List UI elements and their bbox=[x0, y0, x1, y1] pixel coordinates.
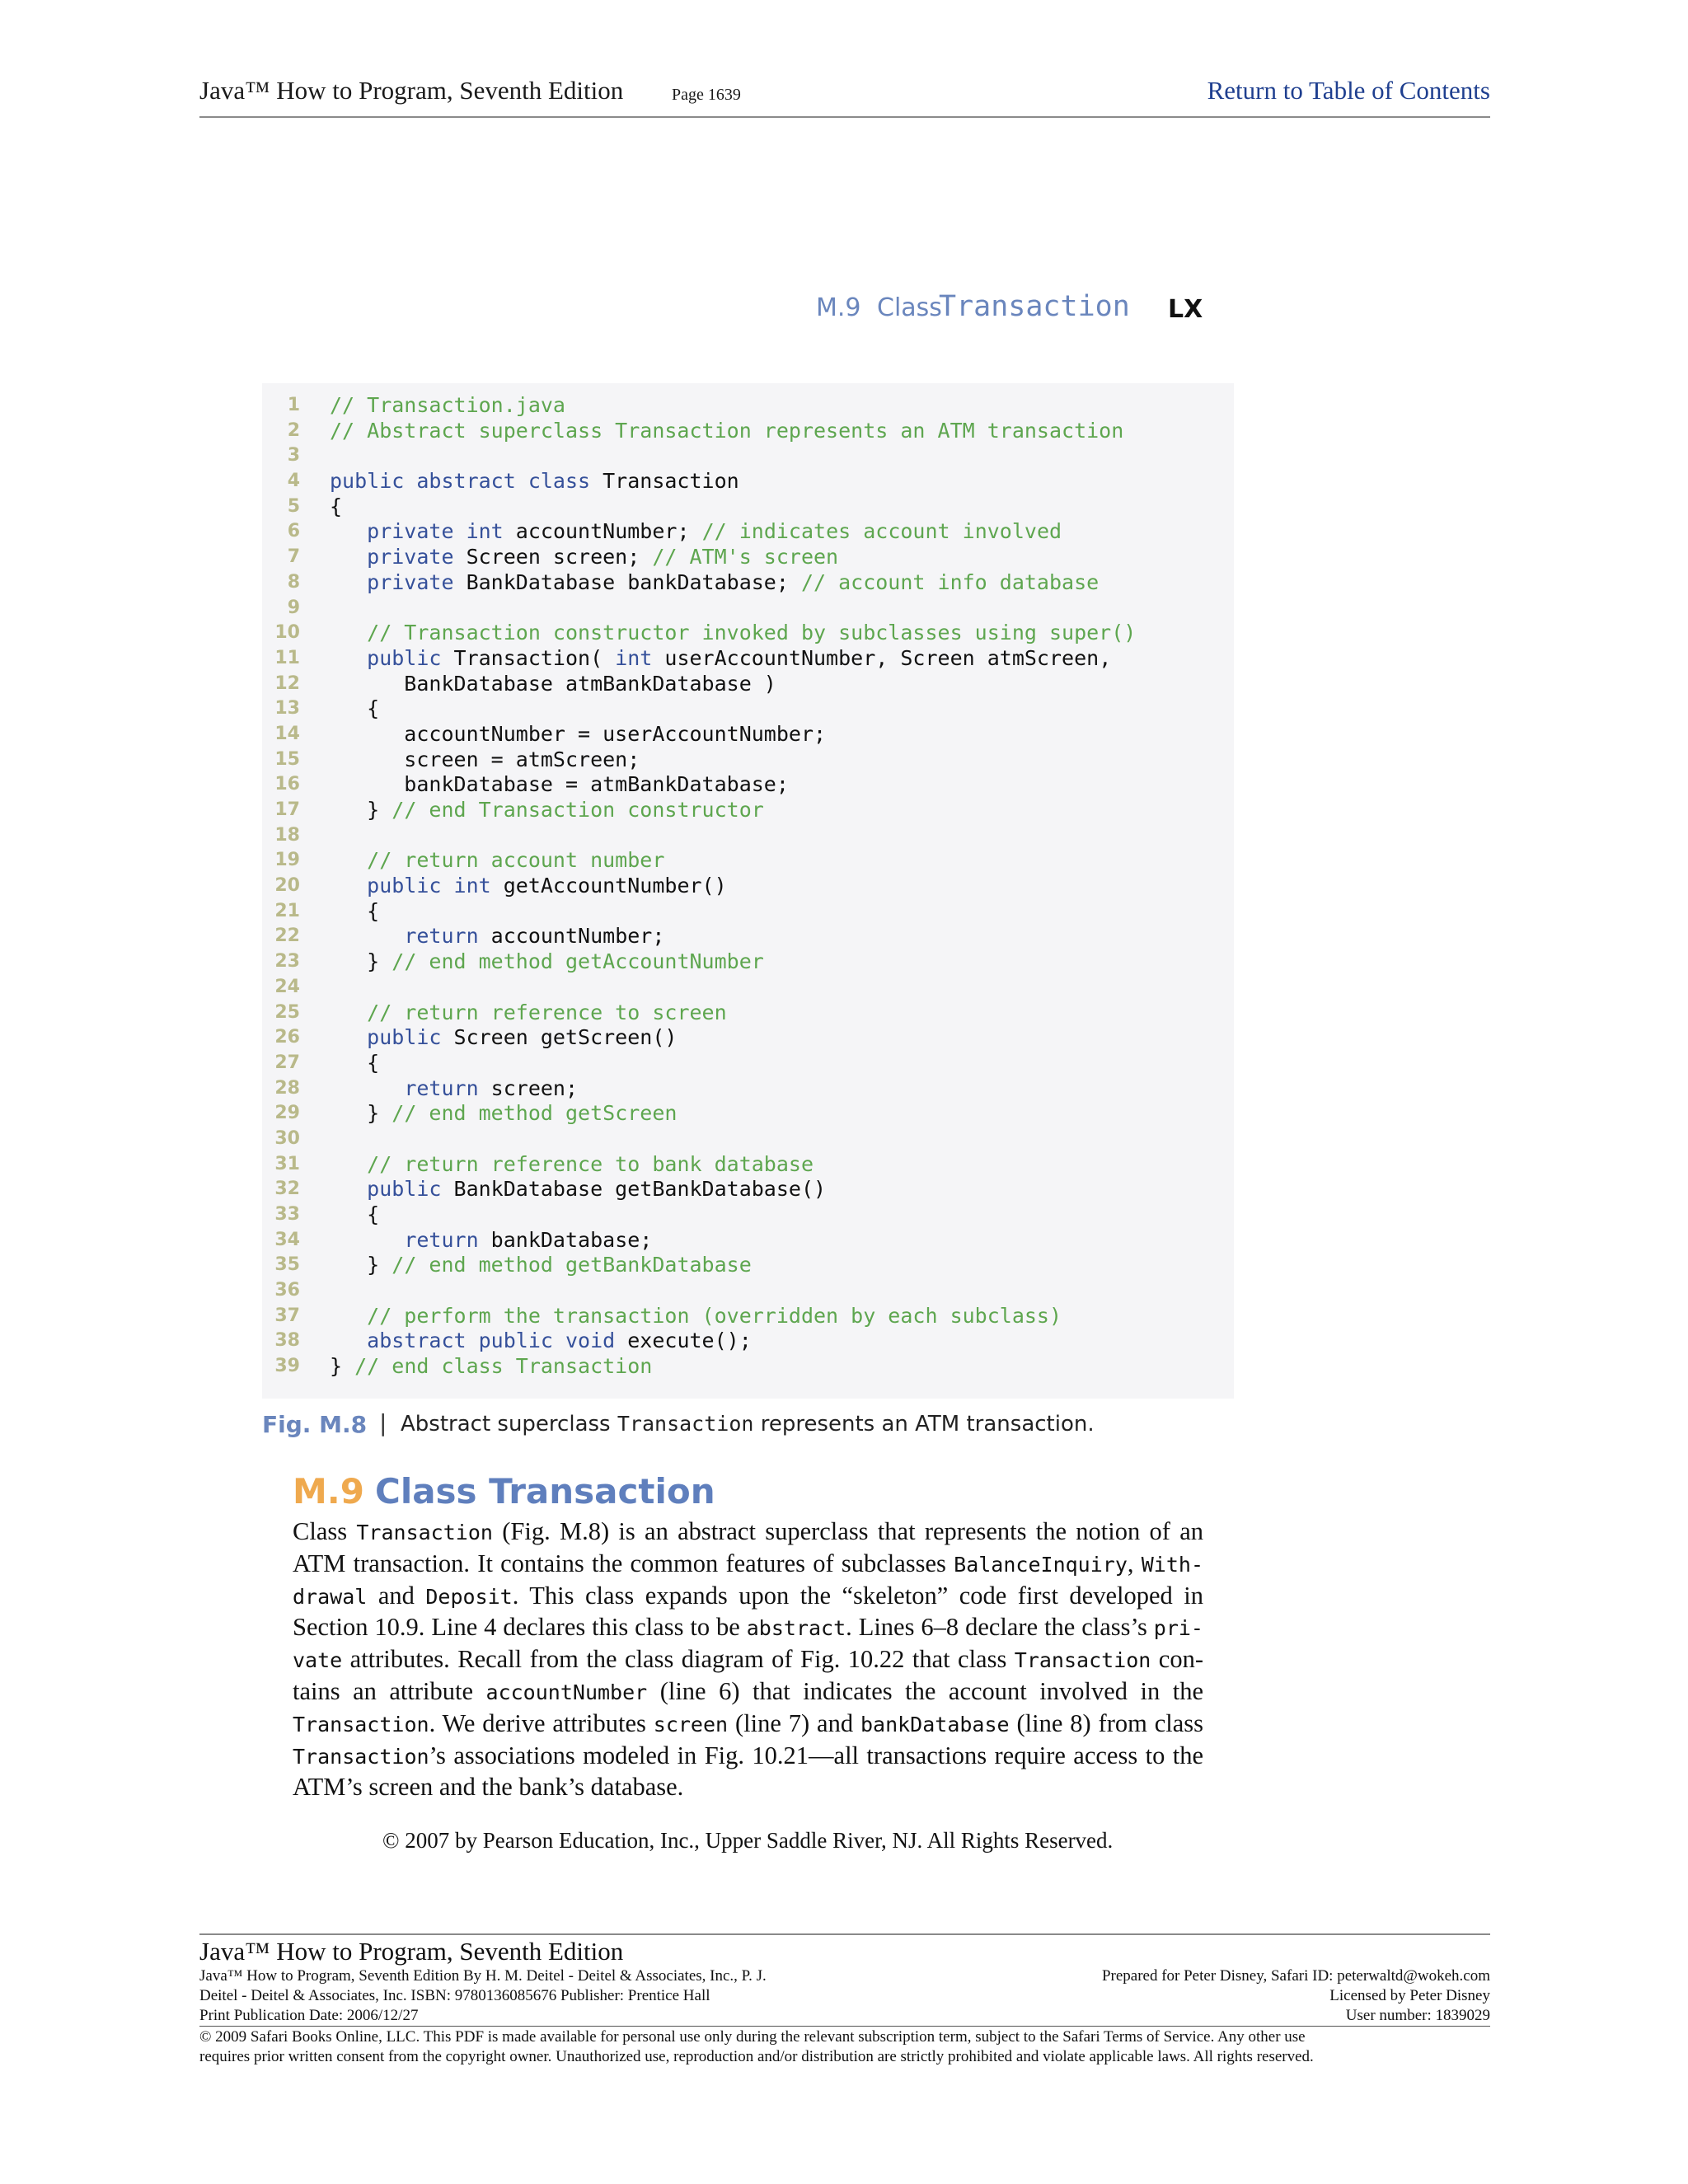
footer-legal-line2: requires prior written consent from the copyright owner. Unauthorized use, reproduction and/or distribution are strictly prohibited and violate applicable laws. All rights reserved. bbox=[199, 2048, 1314, 2065]
code-text bbox=[330, 848, 664, 874]
line-number: 14 bbox=[274, 723, 300, 744]
section-number: M.9 bbox=[293, 1471, 364, 1511]
code-token: BankDatabase atmBankDatabase ) bbox=[330, 671, 776, 696]
code-text bbox=[330, 494, 342, 520]
code-text bbox=[330, 393, 565, 419]
line-number: 18 bbox=[274, 824, 300, 846]
inline-code: pri-vate bbox=[293, 1616, 1203, 1673]
code-token bbox=[330, 874, 367, 898]
code-text bbox=[330, 949, 764, 975]
code-text bbox=[330, 1228, 652, 1254]
figure-label: Fig. M.8 bbox=[262, 1411, 368, 1438]
code-line bbox=[262, 1228, 1234, 1254]
code-keyword: public bbox=[367, 1025, 442, 1050]
code-token: bankDatabase; bbox=[478, 1227, 653, 1252]
code-line bbox=[262, 596, 1234, 621]
code-comment: // Abstract superclass Transaction represents an ATM transaction bbox=[330, 418, 1124, 443]
inline-code: screen bbox=[653, 1712, 729, 1736]
code-line bbox=[262, 1253, 1234, 1278]
paragraph-text: and bbox=[367, 1581, 426, 1610]
code-text bbox=[330, 874, 727, 899]
code-listing bbox=[262, 393, 1234, 1380]
code-line bbox=[262, 848, 1234, 874]
paragraph-text: (line 6) that indicates the account involved in the bbox=[647, 1676, 1203, 1705]
paragraph-text: con-tains an attribute bbox=[293, 1645, 1204, 1705]
line-number: 23 bbox=[274, 951, 300, 972]
code-keyword: return bbox=[404, 1076, 479, 1100]
code-line bbox=[262, 494, 1234, 520]
copyright-notice: © 2007 by Pearson Education, Inc., Upper Saddle River, NJ. All Rights Reserved. bbox=[382, 1828, 1114, 1853]
line-number: 16 bbox=[274, 774, 300, 795]
code-token bbox=[330, 848, 367, 872]
inline-code: Transaction bbox=[293, 1712, 429, 1736]
inline-code: bankDatabase bbox=[860, 1712, 1010, 1736]
paragraph-text: Class bbox=[293, 1517, 357, 1545]
footer-line3-right: User number: 1839029 bbox=[1345, 2007, 1490, 2024]
running-head-class-name: Transaction bbox=[939, 290, 1130, 323]
footer-line1-right: Prepared for Peter Disney, Safari ID: peterwaltd@wokeh.com bbox=[1101, 1967, 1490, 1985]
line-number: 35 bbox=[274, 1254, 300, 1276]
code-token bbox=[330, 1076, 404, 1100]
running-head-section: M.9 bbox=[816, 293, 861, 322]
code-token: Screen getScreen() bbox=[441, 1025, 678, 1050]
code-text bbox=[330, 545, 838, 570]
paragraph-text: . We derive attributes bbox=[429, 1708, 654, 1737]
line-number: 36 bbox=[274, 1280, 300, 1301]
code-token: { bbox=[330, 1202, 380, 1226]
code-token: { bbox=[330, 696, 380, 721]
line-number: 28 bbox=[274, 1077, 300, 1099]
code-text bbox=[330, 798, 764, 823]
code-token: { bbox=[330, 898, 380, 923]
code-text bbox=[330, 748, 640, 773]
inline-code: abstract bbox=[746, 1616, 846, 1641]
code-token: getAccountNumber() bbox=[490, 874, 727, 898]
code-line bbox=[262, 1025, 1234, 1051]
code-line bbox=[262, 646, 1234, 672]
code-line bbox=[262, 570, 1234, 596]
code-token: Screen screen; bbox=[453, 545, 653, 569]
code-keyword: private bbox=[367, 569, 454, 594]
inline-code: With-drawal bbox=[293, 1552, 1203, 1609]
footer-legal-divider bbox=[199, 2026, 1490, 2027]
caption-code: Transaction bbox=[617, 1412, 754, 1436]
code-line bbox=[262, 1304, 1234, 1329]
code-keyword: int bbox=[615, 645, 653, 670]
code-comment: // end method getScreen bbox=[392, 1101, 678, 1126]
line-number: 25 bbox=[274, 1001, 300, 1023]
code-line bbox=[262, 672, 1234, 697]
code-text bbox=[330, 1101, 677, 1127]
code-token bbox=[330, 1228, 404, 1252]
paragraph-text: ’s associations modeled in Fig. 10.21—all transactions require access to the ATM’s screen and the bank’s database. bbox=[293, 1741, 1203, 1802]
line-number: 8 bbox=[287, 571, 300, 593]
line-number: 7 bbox=[287, 546, 300, 568]
code-comment: // end class Transaction bbox=[354, 1354, 653, 1379]
code-line bbox=[262, 1202, 1234, 1228]
code-line bbox=[262, 1076, 1234, 1102]
code-token: Transaction bbox=[590, 469, 739, 494]
code-keyword: private bbox=[367, 545, 454, 569]
code-text bbox=[330, 1076, 578, 1102]
code-line bbox=[262, 1127, 1234, 1152]
code-line bbox=[262, 1152, 1234, 1178]
code-comment: // Transaction constructor invoked by subclasses using super() bbox=[367, 621, 1137, 645]
code-token: } bbox=[330, 1354, 355, 1379]
code-line bbox=[262, 1051, 1234, 1076]
code-token: accountNumber; bbox=[503, 519, 702, 544]
code-token bbox=[330, 646, 367, 670]
code-keyword: public abstract class bbox=[330, 469, 591, 494]
code-line bbox=[262, 772, 1234, 798]
code-line bbox=[262, 949, 1234, 975]
code-line bbox=[262, 874, 1234, 899]
figure-caption bbox=[401, 1412, 1095, 1436]
code-line bbox=[262, 621, 1234, 646]
code-text bbox=[330, 646, 1111, 672]
code-text bbox=[330, 1202, 379, 1228]
code-token: } bbox=[330, 798, 392, 822]
code-line bbox=[262, 1001, 1234, 1026]
code-line bbox=[262, 1354, 1234, 1380]
line-number: 11 bbox=[274, 647, 300, 668]
code-token bbox=[330, 1001, 367, 1024]
line-number: 20 bbox=[274, 875, 300, 897]
footer-line2-right: Licensed by Peter Disney bbox=[1329, 1987, 1490, 2004]
caption-text-before: Abstract superclass bbox=[401, 1412, 617, 1436]
code-token: accountNumber = userAccountNumber; bbox=[330, 721, 827, 746]
header-divider bbox=[199, 116, 1490, 118]
code-line bbox=[262, 798, 1234, 823]
line-number: 29 bbox=[274, 1103, 300, 1124]
line-number: 24 bbox=[274, 976, 300, 997]
code-text bbox=[330, 672, 776, 697]
paragraph-text: (Fig. M.8) is an abstract superclass that represents the notion of an ATM transaction. It contains the common features of subclasses bbox=[293, 1517, 1203, 1577]
line-number: 26 bbox=[274, 1027, 300, 1048]
line-number: 17 bbox=[274, 799, 300, 820]
inline-code: Transaction bbox=[356, 1521, 493, 1544]
line-number: 1 bbox=[287, 395, 300, 415]
code-text bbox=[330, 1329, 752, 1354]
toc-link[interactable]: Return to Table of Contents bbox=[1207, 76, 1490, 105]
code-token: Transaction( bbox=[441, 645, 616, 670]
line-number: 30 bbox=[274, 1127, 300, 1149]
line-number: 5 bbox=[287, 495, 300, 517]
code-comment: // Transaction.java bbox=[330, 393, 565, 417]
code-keyword: abstract public void bbox=[367, 1329, 616, 1353]
line-number: 21 bbox=[274, 900, 300, 921]
line-number: 9 bbox=[287, 597, 300, 618]
code-keyword: public int bbox=[367, 874, 491, 898]
code-comment: // return reference to screen bbox=[367, 1000, 727, 1024]
line-number: 15 bbox=[274, 748, 300, 770]
code-token: { bbox=[330, 1050, 380, 1075]
code-text bbox=[330, 924, 664, 949]
code-line bbox=[262, 1177, 1234, 1202]
code-token: } bbox=[330, 949, 392, 974]
line-number: 22 bbox=[274, 926, 300, 947]
line-number: 38 bbox=[274, 1330, 300, 1352]
line-number: 39 bbox=[274, 1356, 300, 1377]
inline-code: BalanceInquiry bbox=[954, 1552, 1128, 1577]
code-line bbox=[262, 393, 1234, 419]
code-token bbox=[330, 1152, 367, 1176]
code-text bbox=[330, 469, 739, 494]
code-line bbox=[262, 823, 1234, 849]
code-text bbox=[330, 1354, 652, 1380]
code-text bbox=[330, 519, 1062, 545]
line-number: 10 bbox=[274, 622, 300, 644]
code-keyword: public bbox=[367, 1177, 442, 1202]
running-head-page-numeral: LX bbox=[1168, 295, 1203, 324]
code-text bbox=[330, 621, 1136, 646]
code-text bbox=[330, 1253, 752, 1278]
code-token bbox=[330, 1304, 367, 1328]
footer-legal-line1: © 2009 Safari Books Online, LLC. This PDF is made available for personal use only during the relevant subscription term, subject to the Safari Terms of Service. Any other use bbox=[199, 2028, 1306, 2046]
line-number: 6 bbox=[287, 521, 300, 542]
code-comment: // return reference to bank database bbox=[367, 1151, 814, 1176]
line-number: 34 bbox=[274, 1229, 300, 1250]
code-text bbox=[330, 419, 1123, 444]
code-token: } bbox=[330, 1101, 392, 1126]
code-line bbox=[262, 748, 1234, 773]
code-comment: // end method getAccountNumber bbox=[392, 949, 764, 974]
code-token bbox=[330, 924, 404, 948]
code-text bbox=[330, 899, 379, 925]
running-head-class-word: Class bbox=[877, 293, 942, 322]
paragraph-text: attributes. Recall from the class diagram of Fig. 10.22 that class bbox=[342, 1645, 1015, 1674]
code-comment: // account info database bbox=[800, 569, 1100, 594]
line-number: 27 bbox=[274, 1052, 300, 1073]
footer-line1-left: Java™ How to Program, Seventh Edition By H. M. Deitel - Deitel & Associates, Inc., P. J. bbox=[199, 1967, 767, 1985]
line-number: 32 bbox=[274, 1179, 300, 1200]
code-keyword: return bbox=[404, 1227, 479, 1252]
code-keyword: return bbox=[404, 924, 479, 949]
figure-separator: | bbox=[379, 1409, 387, 1436]
code-token: accountNumber; bbox=[478, 924, 665, 949]
code-line bbox=[262, 722, 1234, 748]
line-number: 19 bbox=[274, 850, 300, 871]
book-title: Java™ How to Program, Seventh Edition bbox=[199, 76, 624, 105]
code-token: { bbox=[330, 494, 343, 518]
code-comment: // indicates account involved bbox=[701, 519, 1062, 544]
code-token: } bbox=[330, 1253, 392, 1277]
line-number: 13 bbox=[274, 698, 300, 719]
code-token: screen; bbox=[478, 1076, 579, 1100]
code-token: BankDatabase getBankDatabase() bbox=[441, 1177, 827, 1202]
code-token bbox=[330, 545, 367, 569]
code-text bbox=[330, 1152, 814, 1178]
code-text bbox=[330, 1304, 1062, 1329]
line-number: 3 bbox=[287, 445, 300, 466]
code-token bbox=[330, 519, 367, 543]
line-number: 33 bbox=[274, 1204, 300, 1225]
footer-divider bbox=[199, 1933, 1490, 1935]
paragraph-text: (line 7) and bbox=[728, 1708, 860, 1737]
line-number: 31 bbox=[274, 1153, 300, 1174]
code-line bbox=[262, 899, 1234, 925]
line-number: 12 bbox=[274, 673, 300, 694]
code-keyword: public bbox=[367, 645, 442, 670]
code-text bbox=[330, 696, 379, 722]
code-line bbox=[262, 1101, 1234, 1127]
code-line bbox=[262, 696, 1234, 722]
code-text bbox=[330, 1051, 379, 1076]
inline-code: Deposit bbox=[425, 1584, 513, 1609]
code-text bbox=[330, 722, 826, 748]
code-token bbox=[330, 570, 367, 594]
code-comment: // return account number bbox=[367, 848, 665, 873]
code-comment: // end Transaction constructor bbox=[392, 798, 764, 822]
code-line bbox=[262, 975, 1234, 1001]
section-paragraph bbox=[293, 1516, 1203, 1802]
code-line bbox=[262, 519, 1234, 545]
code-token: userAccountNumber, Screen atmScreen, bbox=[652, 645, 1112, 670]
code-text bbox=[330, 1001, 727, 1026]
code-text bbox=[330, 772, 789, 798]
code-token bbox=[330, 1177, 367, 1201]
paragraph-text: (line 8) from class bbox=[1009, 1708, 1203, 1737]
code-line bbox=[262, 545, 1234, 570]
page-label: Page 1639 bbox=[672, 86, 741, 104]
code-line bbox=[262, 443, 1234, 469]
line-number: 2 bbox=[287, 419, 300, 441]
line-number: 37 bbox=[274, 1305, 300, 1326]
code-token bbox=[330, 1025, 367, 1049]
paragraph-text: . Lines 6–8 declare the class’s bbox=[846, 1613, 1154, 1642]
footer-line3-left: Print Publication Date: 2006/12/27 bbox=[199, 2007, 419, 2024]
inline-code: Transaction bbox=[293, 1744, 429, 1769]
caption-text-after: represents an ATM transaction. bbox=[753, 1412, 1095, 1436]
code-token: screen = atmScreen; bbox=[330, 747, 640, 771]
code-line bbox=[262, 469, 1234, 494]
code-line bbox=[262, 924, 1234, 949]
code-token: BankDatabase bankDatabase; bbox=[453, 569, 801, 594]
code-token: bankDatabase = atmBankDatabase; bbox=[330, 772, 789, 797]
code-line bbox=[262, 1278, 1234, 1304]
footer-line2-left: Deitel - Deitel & Associates, Inc. ISBN: 9780136085676 Publisher: Prentice Hall bbox=[199, 1987, 710, 2004]
inline-code: accountNumber bbox=[485, 1680, 648, 1704]
code-token bbox=[330, 621, 367, 644]
code-token bbox=[330, 1329, 367, 1352]
inline-code: Transaction bbox=[1014, 1648, 1151, 1673]
code-keyword: private int bbox=[367, 519, 504, 544]
code-line bbox=[262, 419, 1234, 444]
code-text bbox=[330, 1177, 826, 1202]
code-line bbox=[262, 1329, 1234, 1354]
footer-title: Java™ How to Program, Seventh Edition bbox=[199, 1937, 624, 1966]
paragraph-text: . This class expands upon the “skeleton” code first developed in Section 10.9. Line 4 declares this class to be bbox=[293, 1581, 1203, 1642]
code-text bbox=[330, 1025, 677, 1051]
code-comment: // end method getBankDatabase bbox=[392, 1253, 752, 1277]
code-token: execute(); bbox=[615, 1329, 752, 1353]
code-comment: // perform the transaction (overridden by each subclass) bbox=[367, 1303, 1062, 1328]
code-comment: // ATM's screen bbox=[652, 545, 839, 569]
paragraph-text: , bbox=[1127, 1549, 1142, 1577]
section-title: Class Transaction bbox=[375, 1471, 715, 1511]
line-number: 4 bbox=[287, 471, 300, 492]
code-text bbox=[330, 570, 1099, 596]
